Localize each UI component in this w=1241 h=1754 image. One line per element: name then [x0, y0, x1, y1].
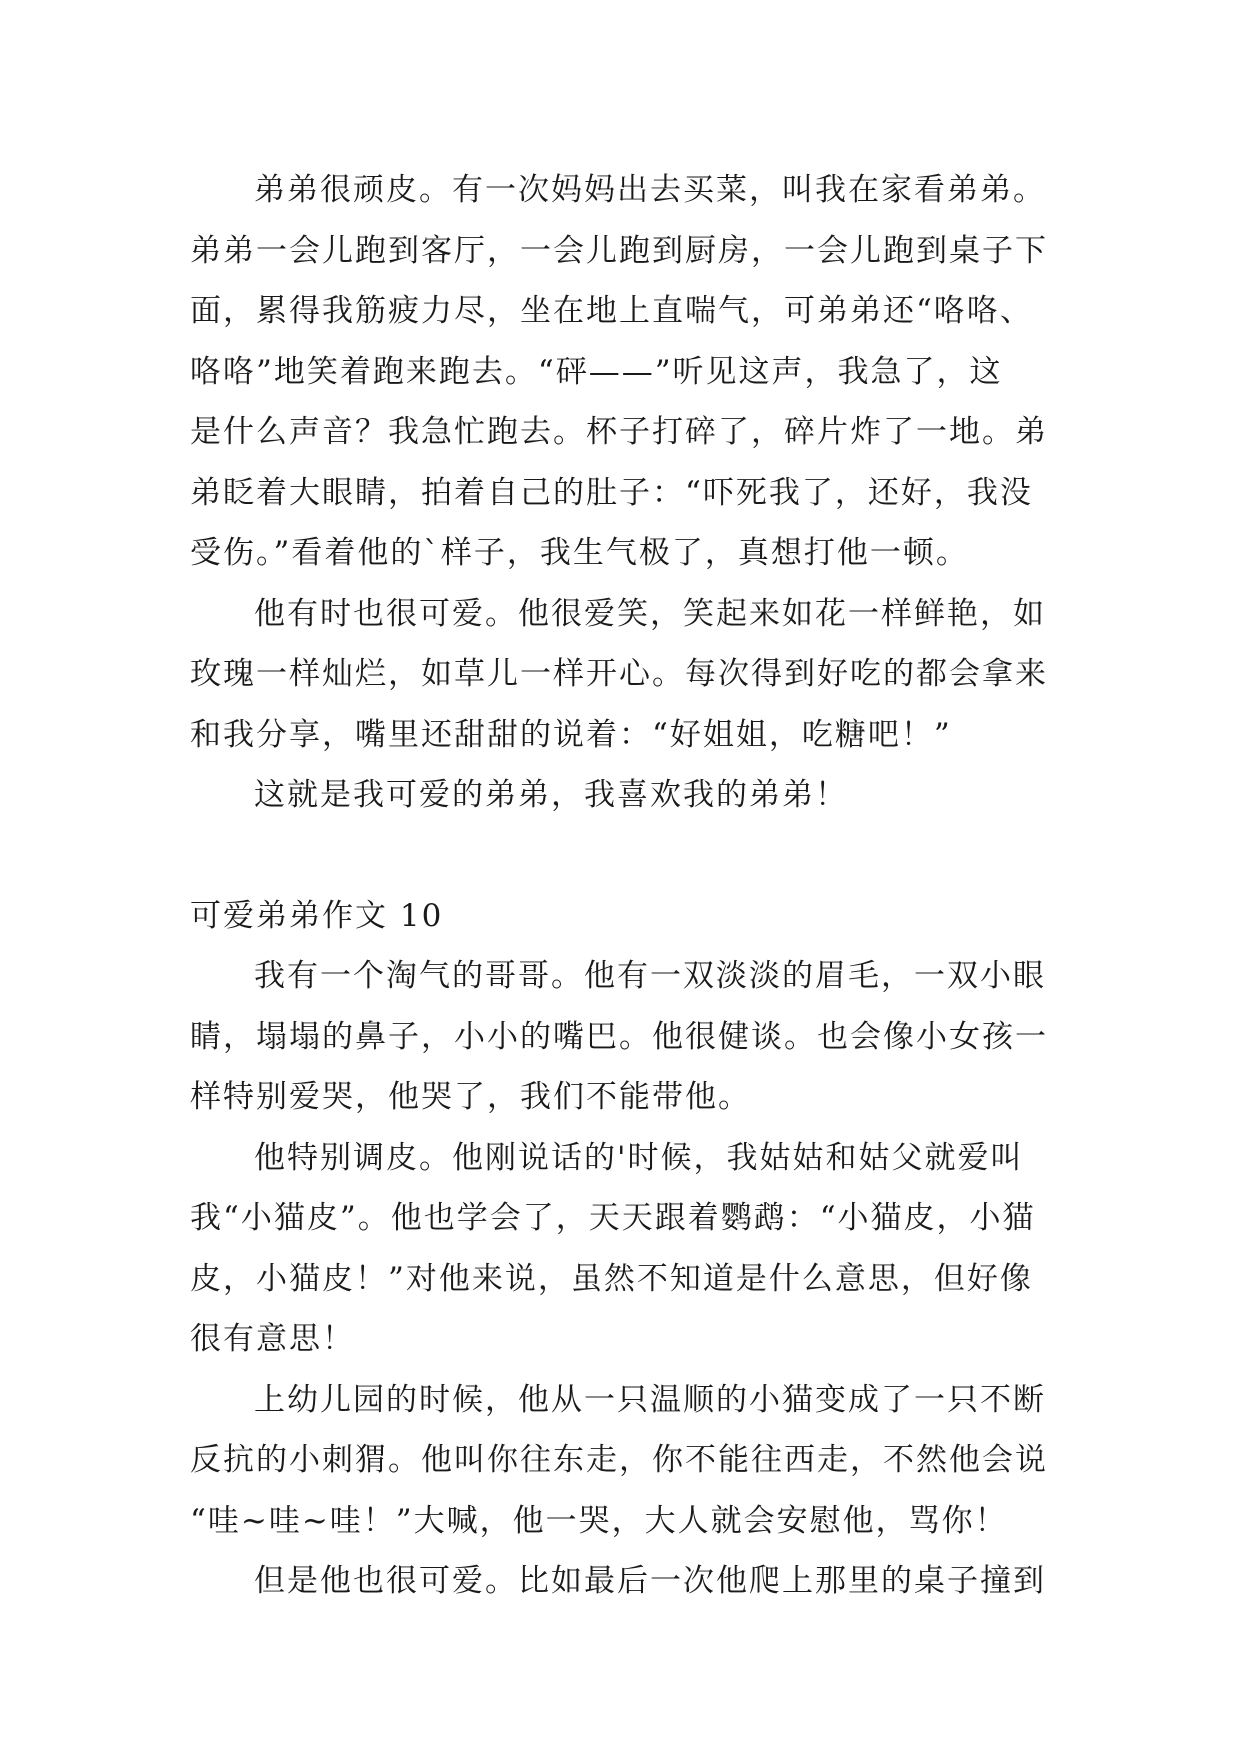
paragraph-cute-brother: 他有时也很可爱。他很爱笑，笑起来如花一样鲜艳，如 玫瑰一样灿烂，如草儿一样开心。每次得到好吃的都会拿来 和我分享，嘴里还甜甜的说着：“好姐姐，吃糖吧！”: [190, 595, 1048, 753]
paragraph-kindergarten: 上幼儿园的时候，他从一只温顺的小猫变成了一只不断 反抗的小刺猬。他叫你往东走，你不能往西走，不然他会说 “哇~哇~哇！”大喊，他一哭，大人就会安慰他，骂你！: [190, 1381, 1048, 1539]
paragraph-cute: 但是他也很可爱。比如最后一次他爬上那里的桌子撞到: [254, 1563, 1046, 1599]
section-spacer: [190, 826, 1060, 886]
paragraph-mischief: 他特别调皮。他刚说话的'时候，我姑姑和姑父就爱叫 我“小猫皮”。他也学会了，天天跟着鹦鹉：“小猫皮，小猫 皮，小猫皮！”对他来说，虽然不知道是什么意思，但好像 很有意思！: [190, 1139, 1036, 1357]
document-body: [190, 160, 1060, 1612]
paragraph-closing: 这就是我可爱的弟弟，我喜欢我的弟弟！: [254, 777, 848, 813]
essay-heading: 可爱弟弟作文 10: [190, 897, 444, 934]
paragraph-description: 我有一个淘气的哥哥。他有一双淡淡的眉毛，一双小眼 睛，塌塌的鼻子，小小的嘴巴。他很健谈。也会像小女孩一 样特别爱哭，他哭了，我们不能带他。: [190, 958, 1048, 1115]
paragraph-naughty-brother: 弟弟很顽皮。有一次妈妈出去买菜，叫我在家看弟弟。 弟弟一会儿跑到客厅，一会儿跑到厨房，一会儿跑到桌子下 面，累得我筋疲力尽，坐在地上直喘气，可弟弟还“咯咯、 咯咯”地笑着跑来跑去。“砰——”听见这声，我急了，这 是什么声音？我急忙跑去。杯子打碎了，碎片炸了一地。弟 弟眨着大眼睛，拍着自己的肚子：“吓死我了，还好，我没 受伤。”看着他的`样子，我生气极了，真想打他一顿。: [190, 172, 1048, 571]
